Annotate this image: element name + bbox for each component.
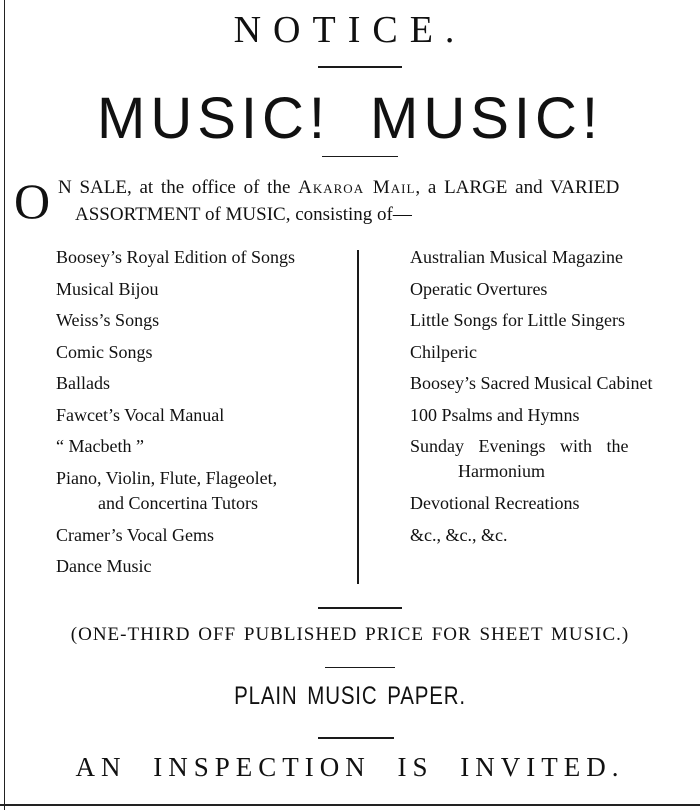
list-item: Comic Songs <box>56 341 153 362</box>
list-item: Musical Bijou <box>56 278 159 299</box>
intro-line-2: ASSORTMENT of MUSIC, consisting of— <box>75 204 412 225</box>
list-item: Fawcet’s Vocal Manual <box>56 404 225 425</box>
price-note: (ONE-THIRD OFF PUBLISHED PRICE FOR SHEET MUSIC.) <box>70 624 630 645</box>
rule-under-notice <box>318 66 402 68</box>
list-item-sunday <box>410 431 670 488</box>
music-headline <box>0 84 700 154</box>
intro-lead: N SALE, at the office of the <box>58 177 299 198</box>
list-item: Devotional Recreations <box>410 493 580 513</box>
list-item-sunday-line1: Sunday Evenings with the <box>410 436 629 456</box>
list-item: Cramer’s Vocal Gems <box>56 524 214 545</box>
list-item: Boosey’s Royal Edition of Songs <box>56 247 296 267</box>
publication-name: Akaroa Mail <box>298 177 416 198</box>
plain-music-paper: PLAIN MUSIC PAPER. <box>234 682 466 710</box>
rule-above-price <box>318 607 402 609</box>
list-item-tutors-line2: and Concertina Tutors <box>98 492 258 513</box>
column-divider <box>357 250 359 584</box>
bottom-border-rule <box>0 804 700 806</box>
rule-above-invite <box>318 737 394 739</box>
drop-cap: O <box>14 173 51 229</box>
right-column <box>410 242 670 551</box>
intro-tail: , a LARGE and VARIED <box>415 177 620 198</box>
list-item: Australian Musical Magazine <box>410 247 623 267</box>
list-item: 100 Psalms and Hymns <box>410 404 580 425</box>
list-item-tutors <box>56 463 346 520</box>
list-item: &c., &c., &c. <box>410 524 508 545</box>
list-item: Operatic Overtures <box>410 278 548 299</box>
list-item: Dance Music <box>56 556 152 576</box>
list-item: Little Songs for Little Singers <box>410 310 625 330</box>
list-item-tutors-line1: Piano, Violin, Flute, Flageolet, <box>56 467 278 488</box>
headline-word-2: MUSIC! <box>370 86 603 151</box>
left-column <box>56 242 346 583</box>
list-item: Weiss’s Songs <box>56 310 160 330</box>
intro-line-1 <box>58 174 619 201</box>
notice-heading: NOTICE. <box>233 9 467 51</box>
headline-word-1: MUSIC! <box>97 86 330 151</box>
list-item: Boosey’s Sacred Musical Cabinet <box>410 373 653 393</box>
list-item-sunday-line2: Harmonium <box>458 461 545 481</box>
list-item: Chilperic <box>410 341 477 362</box>
rule-above-paper <box>325 667 395 668</box>
inspection-invitation: AN INSPECTION IS INVITED. <box>75 752 625 782</box>
list-item: “ Macbeth ” <box>56 436 144 456</box>
list-item: Ballads <box>56 373 110 393</box>
rule-under-headline <box>322 156 398 157</box>
